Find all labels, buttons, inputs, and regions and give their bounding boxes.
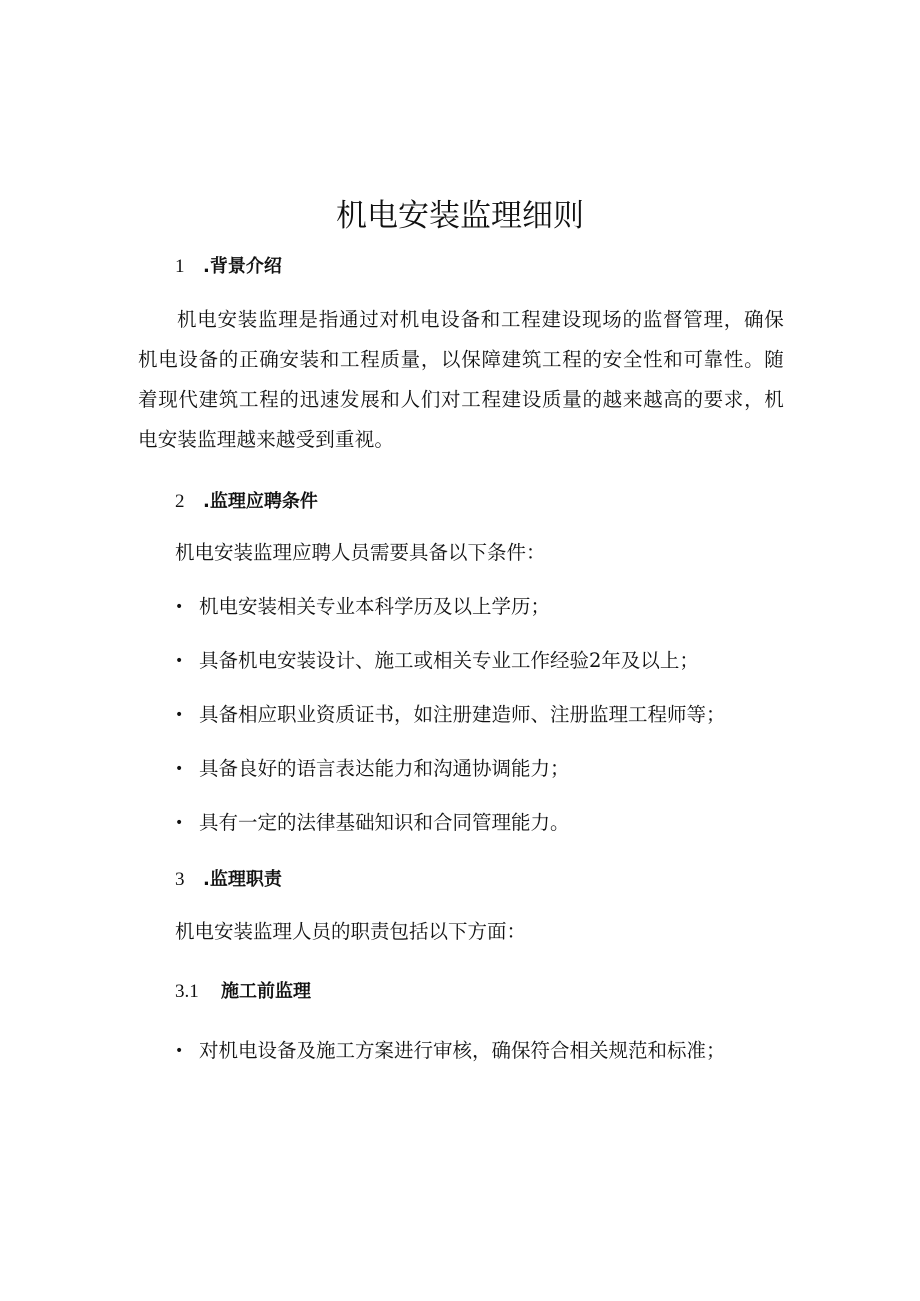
subsection-title: 施工前监理	[221, 981, 311, 1002]
list-item-text: 机电安装相关专业本科学历及以上学历；	[199, 595, 551, 618]
section-title: .背景介绍	[203, 256, 282, 277]
section-3-intro: 机电安装监理人员的职责包括以下方面：	[175, 920, 527, 943]
list-item-text: 具有一定的法律基础知识和合同管理能力。	[199, 811, 570, 834]
list-item-text: 具备机电安装设计、施工或相关专业工作经验2年及以上；	[199, 649, 699, 672]
list-item	[175, 754, 570, 784]
section-number: 3	[175, 869, 185, 890]
subsection-number: 3.1	[175, 981, 199, 1002]
list-item	[175, 592, 550, 622]
section-title: .监理职责	[203, 869, 282, 890]
section-3-heading	[175, 864, 282, 895]
bullet-icon: •	[175, 653, 184, 669]
bullet-icon: •	[175, 761, 184, 777]
list-item-text: 具备良好的语言表达能力和沟通协调能力；	[199, 757, 570, 780]
bullet-icon: •	[175, 707, 184, 723]
list-item-text: 具备相应职业资质证书，如注册建造师、注册监理工程师等；	[199, 703, 726, 726]
section-2-heading	[175, 486, 318, 517]
section-number: 2	[175, 491, 185, 512]
list-item-text: 对机电设备及施工方案进行审核，确保符合相关规范和标准；	[199, 1039, 726, 1062]
bullet-icon: •	[175, 1043, 184, 1059]
list-item	[175, 1036, 726, 1066]
section-1-heading	[175, 251, 282, 282]
section-title: .监理应聘条件	[203, 491, 318, 512]
bullet-icon: •	[175, 815, 184, 831]
bullet-icon: •	[175, 599, 184, 615]
list-item	[175, 808, 570, 838]
subsection-3-1-heading	[175, 976, 311, 1007]
section-2-intro: 机电安装监理应聘人员需要具备以下条件：	[175, 541, 546, 564]
section-1-paragraph: 机电安装监理是指通过对机电设备和工程建设现场的监督管理，确保机电设备的正确安装和工程质量，以保障建筑工程的安全性和可靠性。随着现代建筑工程的迅速发展和人们对工程建设质量的越来越高的要求，机电安装监理越来越受到重视。	[138, 308, 784, 451]
section-number: 1	[175, 256, 185, 277]
document-title: 机电安装监理细则	[336, 198, 584, 234]
list-item	[175, 700, 726, 730]
list-item	[175, 646, 699, 676]
